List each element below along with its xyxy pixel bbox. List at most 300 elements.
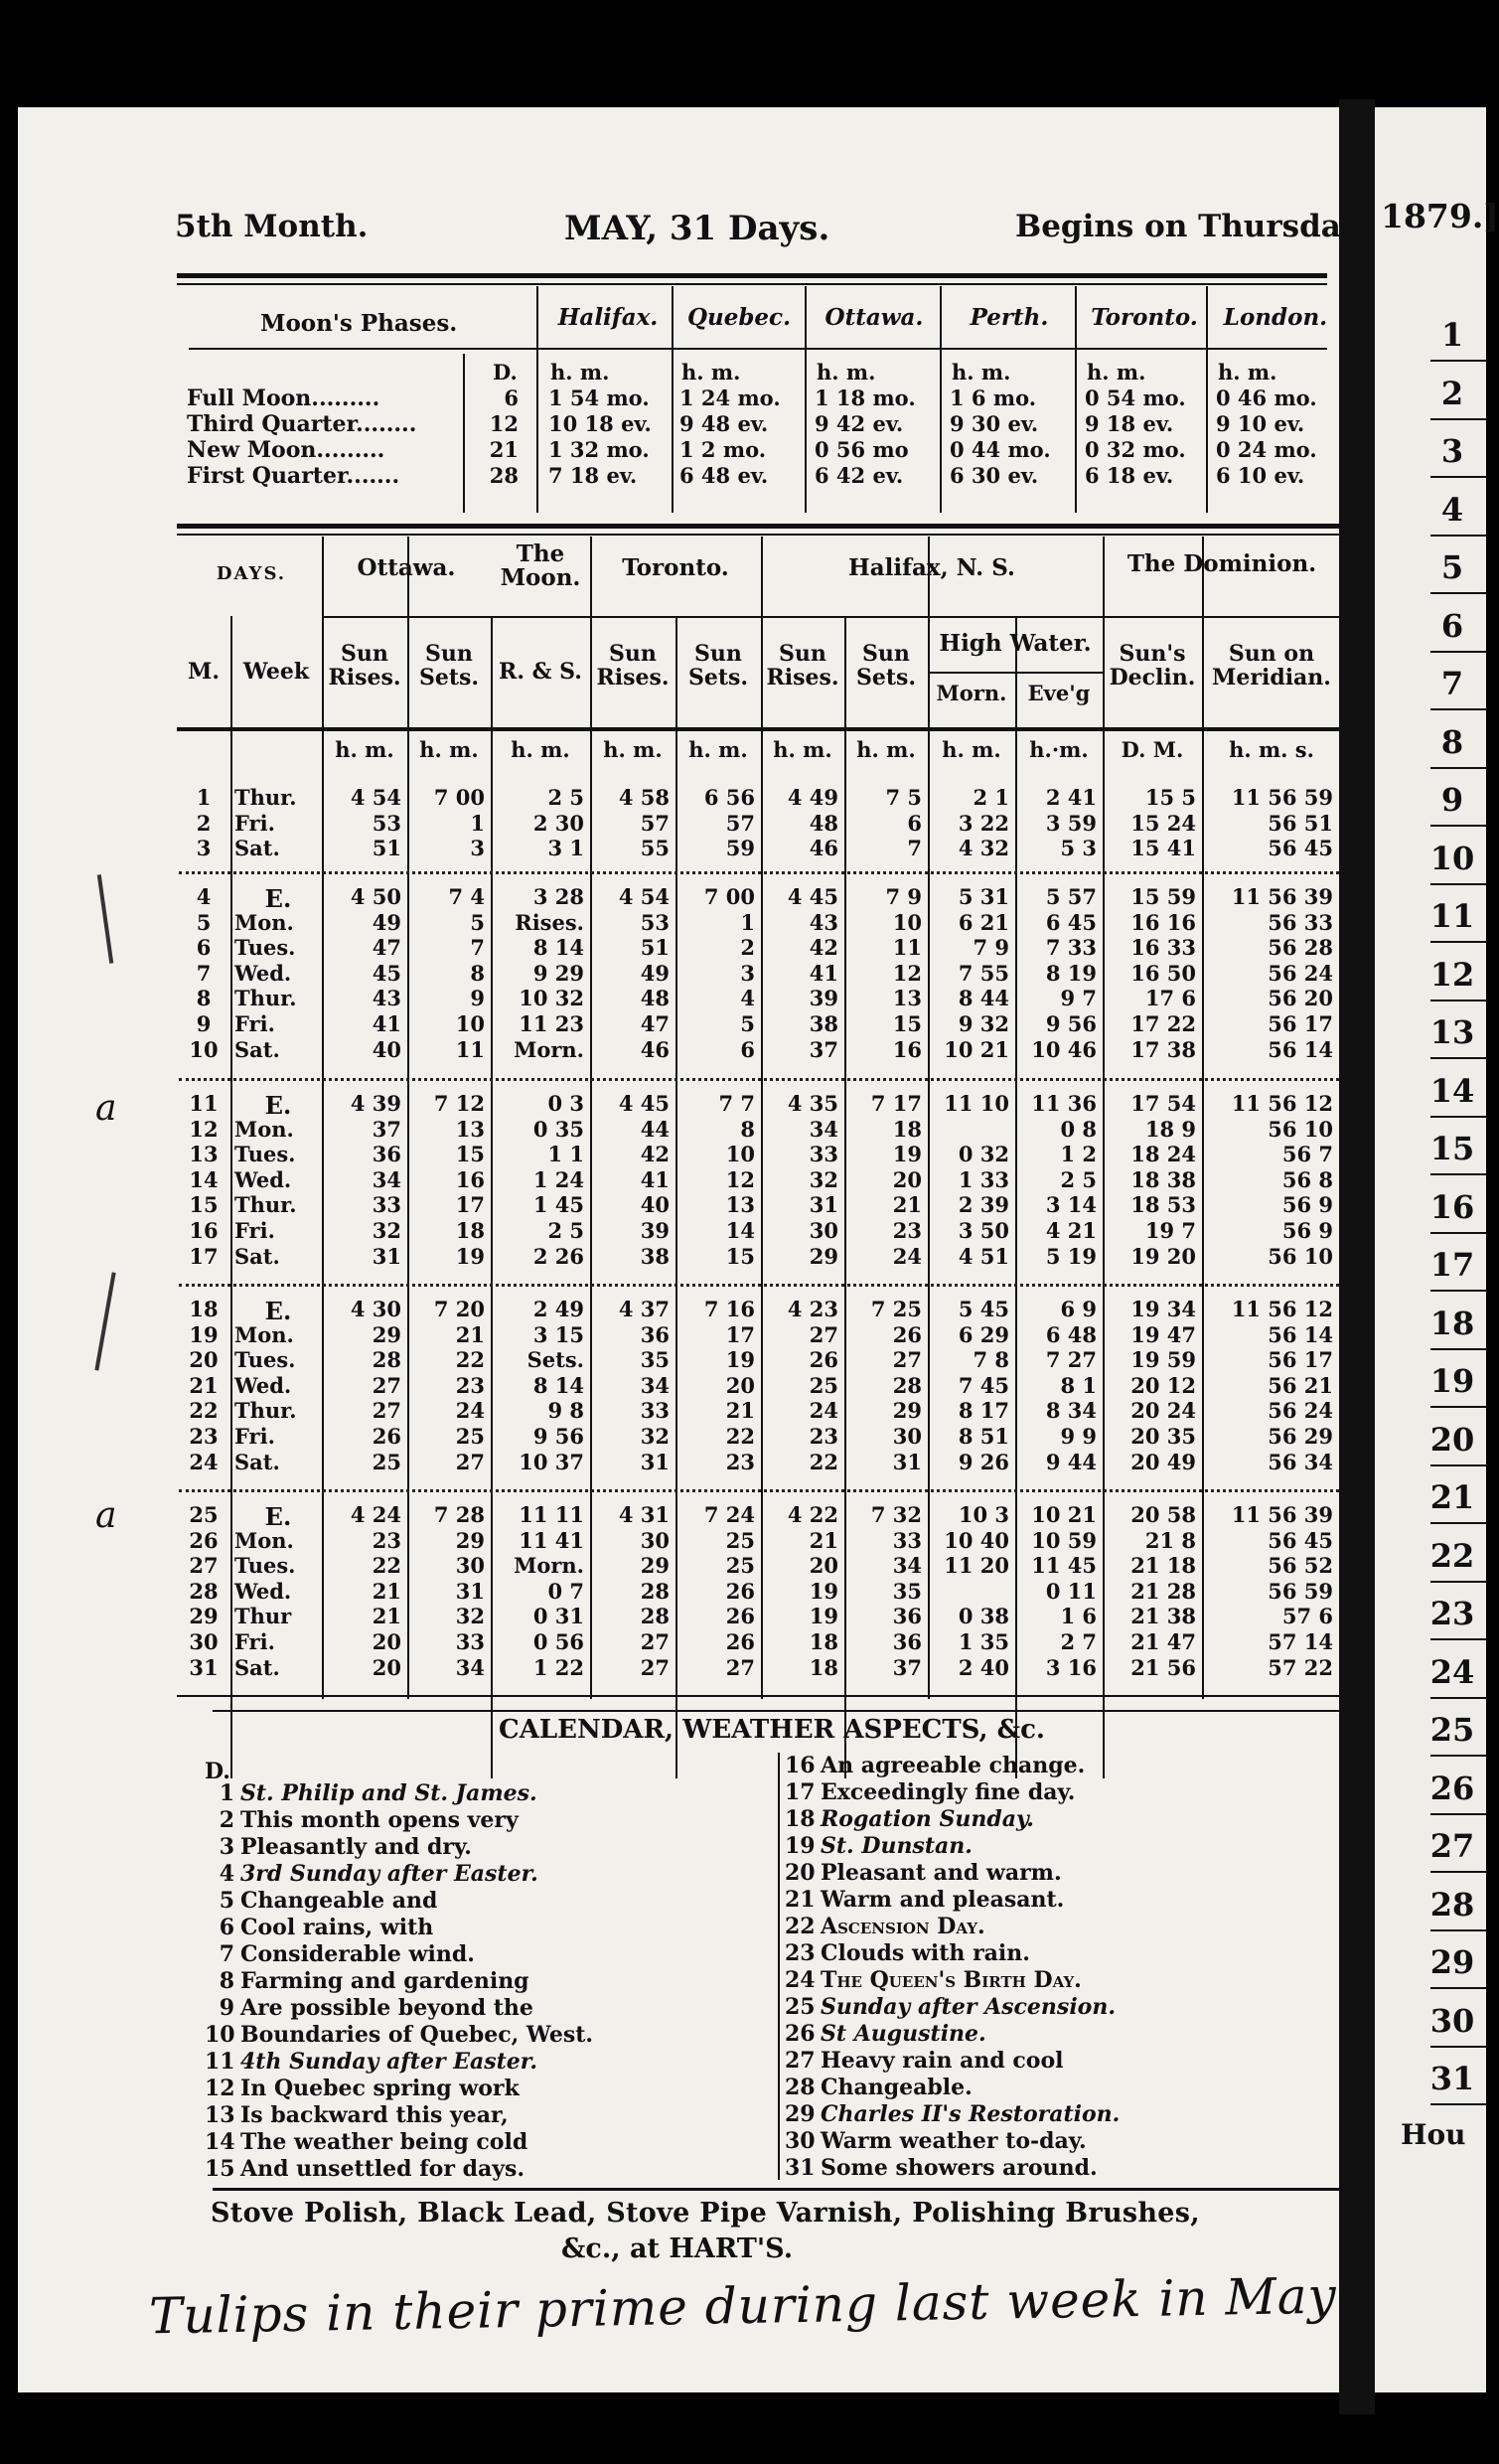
phase-name: New Moon......... [187,437,385,463]
calendar-left-column [205,1780,593,2183]
table-row [0,1347,1391,1373]
facing-page-number: 31 [1429,2060,1475,2097]
cell-d: 29 [189,1604,219,1629]
table-row [0,1450,1391,1475]
cell-hr: 29 [809,1243,838,1269]
calendar-entry [205,2102,593,2129]
cell-hs: 7 32 [870,1502,922,1527]
cell-ts: 23 [725,1449,755,1474]
cell-mer: 56 17 [1268,1347,1333,1373]
cell-hs: 7 [907,836,922,861]
cell-w: Wed. [234,960,292,986]
cell-mer: 56 59 [1268,1578,1333,1604]
cell-moon: 3 1 [547,836,584,861]
cell-hm: 4 32 [958,836,1009,861]
cell-hs: 7 17 [870,1091,922,1116]
cell-moon: Morn. [514,1553,584,1579]
cell-hm: 7 8 [973,1347,1009,1373]
cell-tr: 29 [640,1553,670,1579]
cell-d: 28 [189,1578,219,1604]
cell-os: 7 12 [433,1091,485,1116]
cell-os: 13 [455,1116,485,1142]
calendar-text: Is backward this year, [240,2102,509,2128]
cell-hr: 38 [809,1011,838,1036]
calendar-entry [785,1967,1120,1994]
facing-page-number: 11 [1429,897,1475,935]
cell-or: 36 [372,1142,401,1167]
calendar-rule [213,1710,1341,1712]
table-row [0,910,1391,936]
table-row [0,1398,1391,1424]
cell-or: 28 [372,1347,401,1373]
cell-hm: 8 17 [958,1398,1009,1424]
cell-ts: 2 [740,935,755,961]
cell-mer: 11 56 39 [1231,1502,1333,1527]
cell-hs: 16 [892,1036,922,1062]
cell-d: 7 [196,960,212,986]
column-divider [1103,537,1105,616]
calendar-day: 1 [219,1780,234,1806]
cell-mer: 56 24 [1268,960,1333,986]
week-separator [179,1489,1339,1492]
table-row [0,1528,1391,1554]
facing-page-footer: Hou [1401,2118,1466,2151]
phase-time: 9 18 ev. [1085,411,1174,436]
cell-hs: 36 [892,1604,922,1629]
cell-w: Thur. [234,986,297,1011]
halifax-header: Halifax, N. S. [848,554,1015,581]
city-header: London. [1223,304,1328,331]
cell-he: 2 41 [1045,785,1097,810]
cell-mer: 11 56 39 [1231,884,1333,909]
facing-page-number: 4 [1440,490,1464,529]
top-rule-thin [177,283,1327,285]
cell-dec: 15 41 [1130,836,1196,861]
cell-tr: 40 [640,1192,670,1218]
cell-tr: 34 [640,1372,670,1398]
cell-dec: 21 47 [1130,1629,1196,1654]
calendar-day: 12 [205,2076,235,2101]
calendar-day: 6 [219,1915,234,1940]
cell-he: 8 1 [1060,1372,1097,1398]
cell-moon: 10 37 [519,1449,584,1474]
cell-mer: 56 17 [1268,1011,1333,1036]
cell-or: 32 [372,1218,401,1243]
cell-tr: 4 54 [618,884,670,909]
table-row [0,1629,1391,1655]
cell-hm: 9 26 [958,1449,1009,1474]
calendar-text: 4th Sunday after Easter. [240,2049,538,2075]
cell-tr: 4 31 [618,1502,670,1527]
table-row [0,1011,1391,1037]
calendar-entry [205,1834,593,1861]
cell-d: 9 [196,1011,212,1036]
table-row [0,785,1391,811]
calendar-text: Farming and gardening [240,1968,529,1994]
cell-or: 41 [372,1011,401,1036]
cell-tr: 27 [640,1654,670,1680]
cell-os: 24 [455,1398,485,1424]
cell-dec: 18 53 [1130,1192,1196,1218]
cell-ts: 3 [740,960,755,986]
d-label: D. [493,360,518,385]
facing-page-rule [1430,767,1486,769]
cell-dec: 19 7 [1144,1218,1196,1243]
cell-hr: 34 [809,1116,838,1142]
cell-w: Thur [234,1604,292,1629]
cell-or: 4 50 [350,884,401,909]
calendar-entry [785,2101,1120,2128]
cell-ts: 22 [725,1424,755,1449]
cell-dec: 21 8 [1144,1527,1196,1553]
facing-page-rule [1430,1929,1486,1931]
cell-d: 24 [189,1449,219,1474]
cell-os: 3 [470,836,485,861]
cell-hr: 4 35 [787,1091,838,1116]
unit-label: h. m. [773,737,832,762]
cell-he: 7 33 [1045,935,1097,961]
eveg-header: Eve'g [1027,681,1091,705]
calendar-text: The Queen's Birth Day. [821,1967,1082,1993]
declin-header: Sun's Declin. [1109,641,1196,691]
cell-or: 4 24 [350,1502,401,1527]
cell-moon: 8 14 [532,935,584,961]
cell-moon: Sets. [526,1347,584,1373]
facing-page-rule [1430,1871,1486,1873]
cell-or: 49 [372,909,401,935]
hm-label: h. m. [952,360,1011,385]
tide-rule [928,672,1103,674]
cell-w: Fri. [234,810,275,836]
cell-ts: 7 00 [703,884,755,909]
cell-tr: 49 [640,960,670,986]
cell-ts: 27 [725,1654,755,1680]
cell-tr: 27 [640,1629,670,1654]
cell-hm: 11 20 [944,1553,1009,1579]
facing-page-number: 16 [1429,1187,1475,1226]
cell-hm: 1 33 [958,1166,1009,1192]
cell-ts: 6 56 [703,785,755,810]
cell-d: 17 [189,1243,219,1269]
cell-os: 10 [455,1011,485,1036]
calendar-text: And unsettled for days. [240,2156,525,2182]
city-header: Ottawa. [824,304,924,331]
facing-page-rule [1430,1697,1486,1699]
phase-time: 7 18 ev. [548,463,638,488]
cell-os: 29 [455,1527,485,1553]
cell-d: 14 [189,1166,219,1192]
facing-page-rule [1430,1581,1486,1583]
cell-d: 1 [196,785,212,810]
facing-page-rule [1430,883,1486,885]
cell-d: 13 [189,1142,219,1167]
halifax-rises-header: Sun Rises. [766,641,839,691]
cell-ts: 15 [725,1243,755,1269]
cell-or: 43 [372,986,401,1011]
cell-hm: 1 35 [958,1629,1009,1654]
calendar-day: 23 [785,1940,816,1966]
moon-header: The Moon. [500,540,581,591]
cell-he: 10 59 [1031,1527,1097,1553]
cell-mer: 56 52 [1268,1553,1333,1579]
facing-page-rule [1430,1348,1486,1350]
facing-page-number: 3 [1440,432,1464,470]
cell-hs: 7 5 [885,785,922,810]
cell-moon: 9 29 [532,960,584,986]
phase-time: 6 48 ev. [679,463,769,488]
cell-tr: 28 [640,1604,670,1629]
cell-hr: 32 [809,1166,838,1192]
calendar-day: 22 [785,1914,816,1939]
calendar-entry [785,1779,1120,1806]
cell-os: 15 [455,1142,485,1167]
cell-mer: 11 56 12 [1231,1297,1333,1321]
cell-he: 1 2 [1060,1142,1097,1167]
facing-page-rule [1430,360,1486,362]
facing-page-number: 28 [1429,1885,1475,1924]
calendar-day: 31 [785,2155,816,2181]
calendar-entry [205,1861,593,1888]
phase-time: 1 54 mo. [548,385,650,410]
calendar-entry [785,1940,1120,1967]
cell-tr: 39 [640,1218,670,1243]
cell-ts: 12 [725,1166,755,1192]
cell-mer: 56 45 [1268,1527,1333,1553]
dominion-header: The Dominion. [1126,550,1317,577]
cell-d: 31 [189,1654,219,1680]
cell-w: Sat. [234,1036,280,1062]
cell-hm: 10 40 [944,1527,1009,1553]
high-water-header: High Water. [939,630,1092,657]
cell-hr: 22 [809,1449,838,1474]
cell-ts: 17 [725,1321,755,1347]
calendar-day: 9 [219,1995,234,2021]
facing-page-number: 1 [1440,316,1464,354]
meridian-header: Sun on Meridian. [1212,641,1331,691]
facing-page-rule [1430,941,1486,943]
calendar-text: Ascension Day. [821,1914,985,1939]
facing-page-rule [1430,825,1486,827]
cell-hr: 31 [809,1192,838,1218]
cell-he: 3 59 [1045,810,1097,836]
calendar-text: Boundaries of Quebec, West. [240,2022,594,2048]
month-label: 5th Month. [175,209,369,244]
cell-dec: 18 24 [1130,1142,1196,1167]
calendar-day: 10 [205,2022,235,2048]
facing-page-rule [1430,2103,1486,2105]
cell-dec: 19 20 [1130,1243,1196,1269]
facing-page-rule [1430,1116,1486,1118]
cell-mer: 56 33 [1268,909,1333,935]
cell-mer: 56 29 [1268,1424,1333,1449]
cell-or: 33 [372,1192,401,1218]
cell-mer: 57 6 [1281,1604,1333,1629]
phase-time: 0 54 mo. [1085,385,1186,410]
cell-hm: 10 21 [944,1036,1009,1062]
margin-mark-2: a [95,1495,117,1536]
phase-name: Third Quarter........ [187,411,417,437]
cell-d: 20 [189,1347,219,1373]
cell-tr: 57 [640,810,670,836]
calendar-day: 20 [785,1860,816,1886]
cell-w: Thur. [234,1192,297,1218]
calendar-entry [785,1887,1120,1914]
cell-he: 5 57 [1045,884,1097,909]
cell-d: 22 [189,1398,219,1424]
cell-tr: 41 [640,1166,670,1192]
cell-d: 15 [189,1192,219,1218]
cell-dec: 19 59 [1130,1347,1196,1373]
cell-hm: 0 38 [958,1604,1009,1629]
cell-dec: 17 6 [1144,986,1196,1011]
cell-moon: Morn. [514,1036,584,1062]
facing-page-rule [1430,1057,1486,1059]
cell-mer: 11 56 59 [1231,785,1333,810]
cell-ts: 14 [725,1218,755,1243]
phase-time: 1 32 mo. [548,437,650,462]
calendar-entry [785,1806,1120,1833]
cell-hm: 7 45 [958,1372,1009,1398]
cell-or: 4 30 [350,1297,401,1321]
cell-dec: 17 54 [1130,1091,1196,1116]
cell-os: 7 4 [448,884,485,909]
unit-label: h. m. [335,737,394,762]
table-row [0,986,1391,1011]
cell-moon: 10 32 [519,986,584,1011]
facing-page-number: 30 [1429,2001,1475,2040]
phase-time: 9 42 ev. [815,411,904,436]
cell-tr: 4 45 [618,1091,670,1116]
calendar-day: 29 [785,2101,816,2127]
moon-phases-title: Moon's Phases. [260,310,458,337]
phase-day: 12 [489,411,519,436]
morn-header: Morn. [936,681,1007,705]
calendar-right-column [785,1753,1120,2182]
toronto-rises-header: Sun Rises. [596,641,670,691]
group-rule [322,616,1341,618]
facing-page-rule [1430,535,1486,537]
cell-os: 7 [470,935,485,961]
calendar-day: 5 [219,1888,234,1914]
cell-hr: 4 22 [787,1502,838,1527]
cell-dec: 15 24 [1130,810,1196,836]
cell-tr: 47 [640,1011,670,1036]
calendar-text: St. Dunstan. [821,1833,973,1859]
cell-hr: 43 [809,909,838,935]
calendar-entry [205,1915,593,1941]
cell-he: 4 21 [1045,1218,1097,1243]
cell-hr: 4 49 [787,785,838,810]
cell-or: 34 [372,1166,401,1192]
week-separator [179,871,1339,874]
cell-os: 30 [455,1553,485,1579]
facing-page-number: 25 [1429,1711,1475,1749]
facing-page-number: 27 [1429,1827,1475,1865]
cell-dec: 18 9 [1144,1116,1196,1142]
top-rule [177,273,1327,278]
city-header: Quebec. [686,304,792,331]
hm-label: h. m. [817,360,876,385]
cell-os: 7 28 [433,1502,485,1527]
facing-page-number: 18 [1429,1304,1475,1342]
cell-os: 32 [455,1604,485,1629]
cell-hs: 35 [892,1578,922,1604]
cell-or: 21 [372,1578,401,1604]
cell-hs: 31 [892,1449,922,1474]
cell-os: 11 [455,1036,485,1062]
cell-mer: 56 24 [1268,1398,1333,1424]
facing-page-number: 13 [1429,1013,1475,1051]
cell-w: Thur. [234,785,297,810]
cell-w: Wed. [234,1578,292,1604]
cell-hs: 12 [892,960,922,986]
cell-ts: 7 16 [703,1297,755,1321]
phase-name: First Quarter....... [187,463,400,489]
cell-ts: 4 [740,986,755,1011]
column-divider [805,286,807,513]
city-header: Halifax. [557,304,659,331]
cell-he: 3 16 [1045,1654,1097,1680]
cell-w: Sat. [234,1654,280,1680]
cell-hs: 28 [892,1372,922,1398]
cell-or: 25 [372,1449,401,1474]
calendar-text: Warm weather to-day. [821,2128,1087,2154]
calendar-day: 15 [205,2156,235,2182]
facing-page-number: 22 [1429,1536,1475,1575]
cell-ts: 21 [725,1398,755,1424]
cell-os: 5 [470,909,485,935]
cell-moon: 0 7 [547,1578,584,1604]
cell-tr: 38 [640,1243,670,1269]
calendar-entry [205,2076,593,2102]
unit-label: h. m. [603,737,663,762]
calendar-text: Cool rains, with [240,1915,434,1940]
calendar-entry [205,1968,593,1995]
calendar-day: 2 [219,1807,234,1833]
facing-page-rule [1430,2046,1486,2048]
cell-he: 10 21 [1031,1502,1097,1527]
cell-w: Fri. [234,1424,275,1449]
cell-moon: 11 23 [519,1011,584,1036]
cell-hr: 19 [809,1604,838,1629]
phase-time: 10 18 ev. [548,411,652,436]
cell-hr: 33 [809,1142,838,1167]
cell-dec: 15 5 [1144,785,1196,810]
cell-hm: 2 1 [973,785,1009,810]
cell-hm: 8 44 [958,986,1009,1011]
cell-hr: 4 23 [787,1297,838,1321]
cell-or: 23 [372,1527,401,1553]
facing-page-rule [1430,1464,1486,1466]
calendar-day: 19 [785,1833,816,1859]
cell-tr: 31 [640,1449,670,1474]
phase-time: 1 2 mo. [679,437,767,462]
cell-os: 31 [455,1578,485,1604]
cell-ts: 7 7 [718,1091,755,1116]
cell-ts: 13 [725,1192,755,1218]
calendar-text: Pleasant and warm. [821,1860,1062,1886]
cell-hs: 7 9 [885,884,922,909]
cell-d: 26 [189,1527,219,1553]
calendar-entry [785,2021,1120,2048]
cell-hr: 21 [809,1527,838,1553]
cell-d: 25 [189,1502,219,1527]
cell-hs: 18 [892,1116,922,1142]
cell-os: 8 [470,960,485,986]
facing-page-rule [1430,418,1486,420]
calendar-entry [785,1860,1120,1887]
cell-he: 6 45 [1045,909,1097,935]
